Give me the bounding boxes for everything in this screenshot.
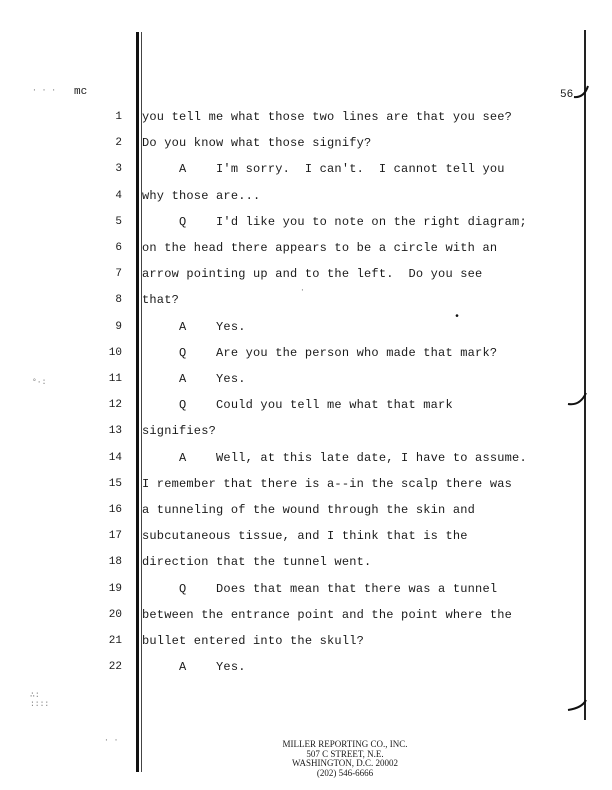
line-number: 14	[108, 451, 122, 464]
line-text: subcutaneous tissue, and I think that is the	[142, 529, 468, 544]
line-number: 8	[115, 294, 122, 307]
footer-phone: (202) 546-6666	[316, 767, 374, 778]
line-text: signifies?	[142, 424, 217, 439]
transcript-line	[0, 136, 612, 162]
line-text: A I'm sorry. I can't. I cannot tell you	[142, 162, 505, 177]
scan-speckle-5-icon: ·	[300, 286, 305, 295]
transcript-line	[0, 267, 612, 293]
line-text: A Yes.	[142, 319, 246, 334]
line-number: 5	[115, 215, 122, 228]
binder-mark-top-icon	[572, 84, 592, 100]
transcript-line	[0, 398, 612, 424]
line-number: 11	[108, 373, 122, 385]
line-text: direction that the tunnel went.	[142, 555, 372, 570]
line-text: A Well, at this late date, I have to assume.	[142, 450, 527, 465]
line-number: 2	[115, 137, 122, 150]
transcript-line	[0, 424, 612, 450]
line-number: 21	[108, 635, 122, 647]
scan-speckle-2-icon: °·:	[32, 378, 47, 387]
line-text: on the head there appears to be a circle with an	[142, 241, 498, 255]
transcript-line	[0, 503, 612, 529]
transcript-line	[0, 241, 612, 267]
line-number: 15	[108, 477, 122, 490]
line-text: Q I'd like you to note on the right diagram;	[142, 214, 527, 229]
transcript-line	[0, 346, 612, 372]
binder-mark-bottom-icon	[566, 698, 590, 718]
transcript-line	[0, 320, 612, 346]
transcript-line	[0, 372, 612, 398]
transcript-line	[0, 634, 612, 660]
line-text: a tunneling of the wound through the skin and	[142, 503, 476, 517]
line-number: 16	[108, 504, 122, 516]
transcript-line	[0, 582, 612, 608]
line-number: 7	[115, 268, 122, 281]
line-text: Q Could you tell me what that mark	[142, 398, 453, 413]
line-number: 3	[115, 163, 122, 176]
line-text: why those are...	[142, 188, 261, 203]
line-text: Do you know what those signify?	[142, 136, 372, 151]
transcript-line	[0, 660, 612, 686]
transcript-line	[0, 189, 612, 215]
scan-speckle-1-icon: · · ·	[32, 86, 57, 95]
line-number: 17	[108, 530, 122, 543]
transcript-line	[0, 162, 612, 188]
transcript-line	[0, 293, 612, 319]
transcript-line	[0, 451, 612, 477]
line-text: that?	[142, 293, 180, 308]
transcript-line	[0, 555, 612, 581]
page-number: 56	[560, 89, 574, 101]
footer-street: 507 C STREET, N.E.	[306, 748, 384, 759]
transcript-line	[0, 529, 612, 555]
line-text: arrow pointing up and to the left. Do you see	[142, 267, 483, 282]
footer-company: MILLER REPORTING CO., INC.	[282, 739, 408, 749]
line-number: 18	[108, 556, 122, 569]
line-number: 6	[115, 242, 122, 254]
line-number: 22	[108, 661, 122, 674]
line-text: bullet entered into the skull?	[142, 634, 365, 648]
transcript-line	[0, 477, 612, 503]
line-number: 12	[108, 399, 122, 412]
line-text: A Yes.	[142, 660, 246, 675]
line-number: 10	[108, 346, 122, 359]
line-number: 13	[108, 425, 122, 438]
scan-speckle-3-icon: ∴: ::::	[30, 691, 50, 709]
line-number: 4	[115, 189, 122, 202]
transcript-line	[0, 215, 612, 241]
scan-speckle-6-icon: •	[454, 312, 461, 323]
line-number: 1	[115, 111, 122, 123]
line-text: Q Are you the person who made that mark?	[142, 345, 498, 360]
transcript-line	[0, 608, 612, 634]
line-text: I remember that there is a--in the scalp there was	[142, 476, 513, 491]
reporter-initials: mc	[74, 86, 88, 98]
line-text: between the entrance point and the point where the	[142, 607, 513, 622]
footer-city: WASHINGTON, D.C. 20002	[291, 758, 399, 768]
scan-speckle-4-icon: · ·	[104, 736, 119, 745]
line-number: 20	[108, 608, 122, 621]
line-text: you tell me what those two lines are that you see?	[142, 110, 513, 124]
reporter-footer	[230, 740, 460, 778]
transcript-line	[0, 110, 612, 136]
line-text: A Yes.	[142, 372, 246, 386]
line-number: 9	[115, 320, 122, 333]
line-text: Q Does that mean that there was a tunnel	[142, 581, 498, 596]
line-number: 19	[108, 582, 122, 595]
